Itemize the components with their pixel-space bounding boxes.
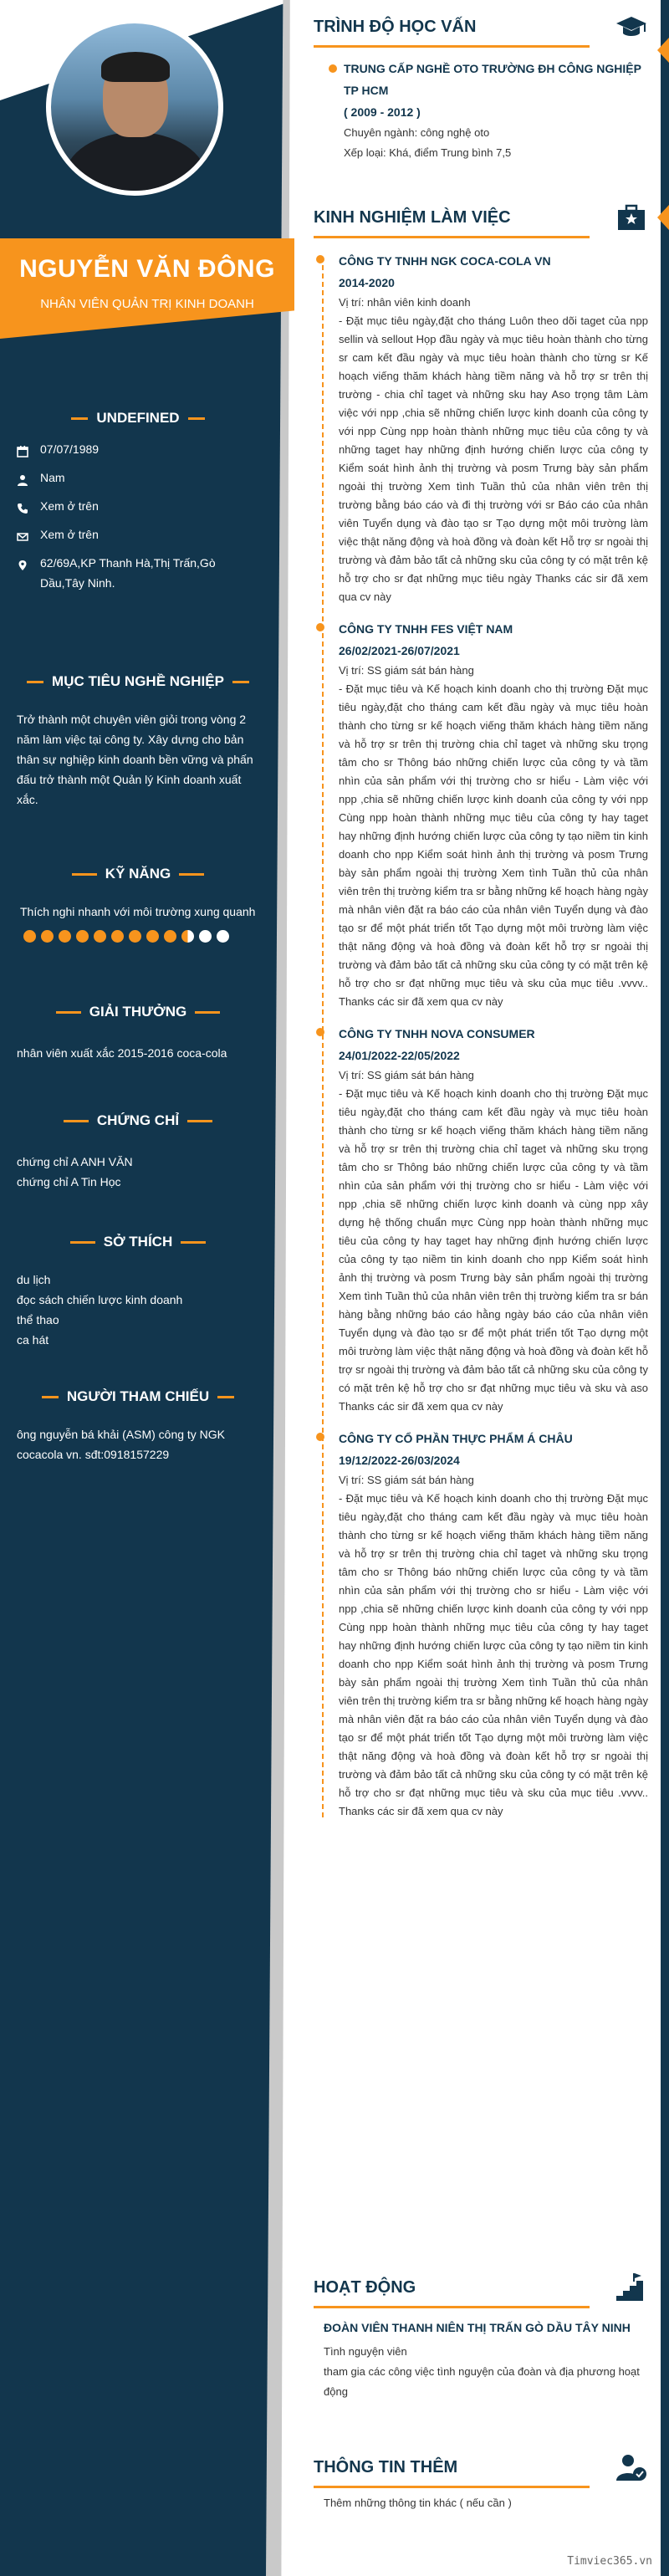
- experience-description: - Đặt mục tiêu và Kế hoạch kinh doanh cho thị trường Đặt mục tiêu ngày,đặt cho tháng cam kết đầu ngày và mục tiêu hoàn thành cho từng sr kế hoạch viếng thăm khách hàng tiềm năng và hỗ trợ sr trên thị trường chia chỉ taget và những sku trọng tâm cho sr Thông báo những chiến lược của công ty và tầm nhìn của sản phẩm với thị trường cho sr hiểu - Làm việc với npp ,chia sẽ những chiến lược kinh doanh của công ty với npp Cùng npp hoàn thành những mục tiêu của công ty hay taget hay những định hướng chiến lược của công ty tạo niềm tin kinh doanh cho npp Kiểm soát hình ảnh thị trường và posm Trưng bày sản phẩm ngoài thị trường Xem tình Tuần thủ của nhân viên trên thị trường kiểm tra sr bằng những kế hoạch hàng ngày mà nhân viên đặt ra báo cáo của nhân viên Tuyển dụng và đào tạo sr để một phát triển tốt Tạo dựng một môi trường làm việc thật năng động và hoà đồng và đoàn kết hỗ trợ sr ngoài thị trường và đảm bảo tất cả những sku của công ty có mặt trên kệ hỗ trợ cho sr đạt những mục tiêu và sku của mục tiêu .vvvv.. Thanks các sir đã xem qua cv này: [339, 682, 648, 1008]
- objective-title: MỤC TIÊU NGHỀ NGHIỆP: [52, 673, 224, 689]
- experience-section: [314, 201, 648, 1832]
- experience-position: Vị trí: SS giám sát bán hàng: [339, 664, 474, 677]
- additional-info-text: Thêm những thông tin khác ( nếu cần ): [324, 2497, 512, 2509]
- experience-period: 24/01/2022-22/05/2022: [339, 1049, 460, 1062]
- additional-info-title: THÔNG TIN THÊM: [314, 2457, 458, 2476]
- experience-company: CÔNG TY TNHH FES VIỆT NAM: [339, 622, 513, 636]
- experience-timeline: [314, 250, 648, 1821]
- experience-position: Vị trí: nhân viên kinh doanh: [339, 296, 471, 309]
- additional-info-heading-line: [314, 2486, 590, 2488]
- education-major: Chuyên ngành: công nghệ oto: [344, 126, 490, 139]
- references-text: ông nguyễn bá khải (ASM) công ty NGK cocacola vn. sđt:0918157229: [17, 1428, 226, 1461]
- objective-heading: [17, 669, 259, 694]
- education-heading-line: [314, 45, 590, 48]
- skill-dot: [129, 930, 141, 943]
- certificates-heading: [17, 1108, 259, 1133]
- education-bullet: [329, 64, 337, 73]
- email-icon: [17, 529, 28, 540]
- hobbies-heading: [17, 1229, 259, 1255]
- address-text: 62/69A,KP Thanh Hà,Thị Trấn,Gò Dầu,Tây Ninh.: [40, 556, 216, 590]
- education-title: TRÌNH ĐỘ HỌC VẤN: [314, 17, 477, 36]
- experience-heading: [314, 201, 648, 234]
- activities-heading-line: [314, 2306, 590, 2308]
- experience-company: CÔNG TY CỔ PHẦN THỰC PHẨM Á CHÂU: [339, 1432, 573, 1445]
- experience-period: 2014-2020: [339, 276, 395, 289]
- info-row-phone: [17, 496, 259, 516]
- experience-entry: [339, 1023, 648, 1416]
- certificate-item: chứng chỉ A Tin Học: [17, 1175, 121, 1188]
- certificates-title: CHỨNG CHỈ: [96, 1112, 180, 1128]
- heading-bar-left: [72, 873, 97, 876]
- activities-title: HOẠT ĐỘNG: [314, 2277, 416, 2297]
- heading-bar-right: [179, 873, 204, 876]
- objective-text: Trở thành một chuyên viên giỏi trong vòng 2 năm làm việc tại công ty. Xây dựng cho bản thân sự nghiệp kinh doanh bền vững và phấn đấu trở thành một Quản lý Kinh doanh xuất xắc.: [17, 713, 253, 806]
- certificates-section: [17, 1108, 259, 1192]
- awards-heading: [17, 999, 259, 1025]
- timeline-bullet: [316, 1433, 324, 1441]
- user-check-icon: [615, 2452, 648, 2482]
- education-school: TRUNG CẤP NGHỀ OTO TRƯỜNG ĐH CÔNG NGHIỆP TP HCM: [344, 62, 641, 97]
- awards-section: [17, 999, 259, 1063]
- hobby-item: ca hát: [17, 1333, 49, 1347]
- heading-bar-right: [188, 417, 205, 420]
- activities-heading: [314, 2271, 648, 2304]
- references-section: [17, 1384, 259, 1464]
- heading-bar-left: [27, 681, 43, 683]
- experience-description: - Đặt mục tiêu và Kế hoạch kinh doanh cho thị trường Đặt mục tiêu ngày,đặt cho tháng cam kết đầu ngày và mục tiêu hoàn thành cho từng sr kế hoạch viếng thăm khách hàng tiềm năng và hỗ trợ sr trên thị trường chia chỉ taget và những sku trọng tâm cho sr Thông báo những chiến lược của công ty và tầm nhìn của sản phẩm với thị trường cho sr hiểu - Làm việc với npp ,chia sẽ những chiến lược kinh doanh của công ty với npp Cùng npp hoàn thành những mục tiêu của công ty hay taget hay những định hướng chiến lược của công ty tạo niềm tin kinh doanh cho npp Kiểm soát hình ảnh thị trường và posm Trưng bày sản phẩm ngoài thị trường Xem tình Tuần thủ của nhân viên trên thị trường kiểm tra sr bằng những kế hoạch hàng ngày mà nhân viên đặt ra báo cáo của nhân viên Tuyển dụng và đào tạo sr để một phát triển tốt Tạo dựng một môi trường làm việc thật năng động và hoà đồng và đoàn kết hỗ trợ sr ngoài thị trường và đảm bảo tất cả những sku của công ty có mặt trên kệ hỗ trợ cho sr đạt những mục tiêu và sku của mục tiêu .vvvv.. Thanks các sir đã xem qua cv này: [339, 1492, 648, 1817]
- heading-bar-left: [70, 1241, 95, 1244]
- experience-title: KINH NGHIỆM LÀM VIỆC: [314, 207, 511, 227]
- skill-dot: [59, 930, 71, 943]
- footer-brand: Timviec365.vn: [567, 2555, 652, 2568]
- avatar-body: [64, 132, 207, 196]
- info-row-birthdate: [17, 439, 259, 459]
- personal-info-heading: [17, 406, 259, 431]
- heading-bar-right: [217, 1396, 234, 1398]
- experience-entry: [339, 250, 648, 606]
- education-section: [314, 10, 648, 163]
- activity-role: Tình nguyện viên: [324, 2345, 407, 2358]
- timeline-bullet: [316, 623, 324, 631]
- calendar-icon: [17, 443, 28, 455]
- heading-bar-right: [195, 1011, 220, 1014]
- heading-bar-left: [64, 1120, 89, 1122]
- skill-dot: [164, 930, 176, 943]
- avatar: [46, 18, 223, 196]
- personal-info-title: UNDEFINED: [96, 410, 180, 426]
- experience-entry: [339, 1428, 648, 1821]
- activity-organization: ĐOÀN VIÊN THANH NIÊN THỊ TRẤN GÒ DẦU TÂY NINH: [324, 2321, 631, 2334]
- skill-dot: [76, 930, 89, 943]
- skill-dot: [199, 930, 212, 943]
- skill-dot: [94, 930, 106, 943]
- activities-section: [314, 2271, 648, 2402]
- education-grade: Xếp loại: Khá, điểm Trung bình 7,5: [344, 146, 512, 159]
- heading-bar-left: [71, 417, 88, 420]
- certificate-item: chứng chỉ A ANH VĂN: [17, 1155, 133, 1168]
- hobbies-title: SỞ THÍCH: [103, 1234, 173, 1250]
- objective-section: [17, 669, 259, 810]
- candidate-name: NGUYỄN VĂN ĐÔNG: [19, 255, 275, 283]
- hobby-item: du lịch: [17, 1273, 51, 1286]
- phone-text: Xem ở trên: [40, 499, 99, 513]
- awards-title: GIẢI THƯỞNG: [89, 1004, 187, 1020]
- hobbies-section: [17, 1229, 259, 1350]
- additional-info-heading: [314, 2451, 648, 2484]
- hobby-item: thể thao: [17, 1313, 59, 1326]
- experience-period: 19/12/2022-26/03/2024: [339, 1454, 460, 1467]
- skill-dot: [217, 930, 229, 943]
- experience-description: - Đặt mục tiêu và Kế hoạch kinh doanh cho thị trường Đặt mục tiêu ngày,đặt cho tháng cam kết đầu ngày và mục tiêu hoàn thành cho từng sr kế hoạch viếng thăm khách hàng tiềm năng và hỗ trợ sr trên thị trường chia chỉ taget và những sku trọng tâm cho sr Thông báo những chiến lược của công ty và tầm nhìn của sản phẩm với thị trường cho sr hiểu - Làm việc với npp ,chia sẽ những chiến lược kinh doanh và cùng npp xây dựng hệ thống chuẩn mực Cùng npp hoàn thành những mục tiêu của công ty hay taget hay những định hướng chiến lược của công ty tạo niềm tin kinh doanh cho npp Kiểm soát hình ảnh thị trường và posm Trưng bày sản phẩm ngoài thị trường Xem tình Tuần thủ của nhân viên trên thị trường kiểm tra sr bán hàng bằng những báo cáo hằng ngày báo cáo của nhân viên Tuyển dụng và đào tạo sr để một phát triển tốt Tạo dựng một môi trường làm việc thật năng động và hoà đồng và đoàn kết hỗ trợ sr ngoài thị trường và đảm bảo tất cả những sku của công ty có mặt trên kệ hỗ trợ cho sr đạt những mục tiêu và sku và aso Thanks các sir đã xem qua cv này: [339, 1087, 648, 1413]
- info-row-address: [17, 553, 259, 593]
- skill-dot: [23, 930, 36, 943]
- sidebar: [0, 0, 294, 2576]
- hobby-item: đọc sách chiến lược kinh doanh: [17, 1293, 183, 1306]
- info-row-gender: [17, 468, 259, 488]
- education-heading: [314, 10, 648, 43]
- experience-position: Vị trí: SS giám sát bán hàng: [339, 1474, 474, 1486]
- heading-bar-left: [42, 1396, 59, 1398]
- skill-dot: [181, 930, 194, 943]
- location-icon: [17, 557, 28, 569]
- graduation-cap-icon: [615, 12, 648, 42]
- skills-section: [17, 861, 259, 943]
- skills-title: KỸ NĂNG: [105, 866, 171, 882]
- skill-name: Thích nghi nhanh với môi trường xung quanh: [20, 905, 256, 918]
- award-item: nhân viên xuất xắc 2015-2016 coca-cola: [17, 1046, 227, 1060]
- experience-position: Vị trí: SS giám sát bán hàng: [339, 1069, 474, 1081]
- briefcase-star-icon: [615, 202, 648, 233]
- email-text: Xem ở trên: [40, 528, 99, 541]
- experience-company: CÔNG TY TNHH NGK COCA-COLA VN: [339, 254, 551, 268]
- user-icon: [17, 472, 28, 483]
- timeline-bullet: [316, 1028, 324, 1036]
- candidate-title: NHÂN VIÊN QUẢN TRỊ KINH DOANH: [40, 297, 254, 311]
- experience-period: 26/02/2021-26/07/2021: [339, 644, 460, 657]
- stairs-flag-icon: [615, 2272, 648, 2303]
- skills-heading: [17, 861, 259, 887]
- experience-heading-line: [314, 236, 590, 238]
- experience-company: CÔNG TY TNHH NOVA CONSUMER: [339, 1027, 535, 1040]
- experience-entry: [339, 618, 648, 1011]
- additional-info-section: [314, 2451, 648, 2513]
- activity-description: tham gia các công việc tình nguyện của đoàn và địa phương hoạt động: [324, 2365, 640, 2398]
- timeline-bullet: [316, 255, 324, 263]
- skill-dot: [146, 930, 159, 943]
- experience-description: - Đặt mục tiêu ngày,đặt cho tháng Luôn theo dõi taget của npp sellin và sellout Họp đầu ngày và mục tiêu hoàn thành cho từng sr cam kết đầu ngày và mục tiêu hoàn thành cho từng sr Kế hoạch viếng thăm khách hàng tiềm năng và hỗ trợ sr trên thị trường - chia chỉ taget và những sku hay Aso trọng tâm Làm việc với npp ,chia sẽ những chiến lược kinh doanh của công ty với npp Cùng npp hoàn thành những mục tiêu của công ty và những taget hay những định hướng chiến lược của công ty Kiểm soát hình ảnh thị trường và posm Trưng bày sản phẩm ngoài thị trường Xem tình Tuần thủ của nhân viên trên thị trường bằng báo cáo và đi thị trường với sr Báo cáo của nhân viên Tuyển dụng và đào tạo sr Tạo dựng một môi trường làm việc thật năng động và hoà đồng và đoàn kết Hỗ trợ sr ngoài thị trường và đảm bảo tất cả những sku của công ty có mặt trên kệ hỗ trợ cho sr đạt những mục tiêu ngày Thanks các sir đã xem qua cv này: [339, 314, 648, 603]
- right-edge-stripe: [661, 0, 669, 2576]
- phone-icon: [17, 500, 28, 512]
- references-title: NGƯỜI THAM CHIẾU: [66, 1388, 210, 1404]
- birthdate-text: 07/07/1989: [40, 442, 100, 456]
- heading-bar-right: [187, 1120, 212, 1122]
- gender-text: Nam: [40, 471, 65, 484]
- avatar-hair: [101, 52, 170, 82]
- skill-dot: [111, 930, 124, 943]
- heading-bar-left: [56, 1011, 81, 1014]
- heading-bar-right: [181, 1241, 206, 1244]
- personal-info-section: [17, 406, 259, 593]
- info-row-email: [17, 524, 259, 544]
- education-period: ( 2009 - 2012 ): [344, 105, 421, 119]
- skill-rating: [17, 930, 259, 943]
- skill-dot: [41, 930, 54, 943]
- references-heading: [17, 1384, 259, 1409]
- heading-bar-right: [232, 681, 249, 683]
- name-band: [0, 238, 294, 339]
